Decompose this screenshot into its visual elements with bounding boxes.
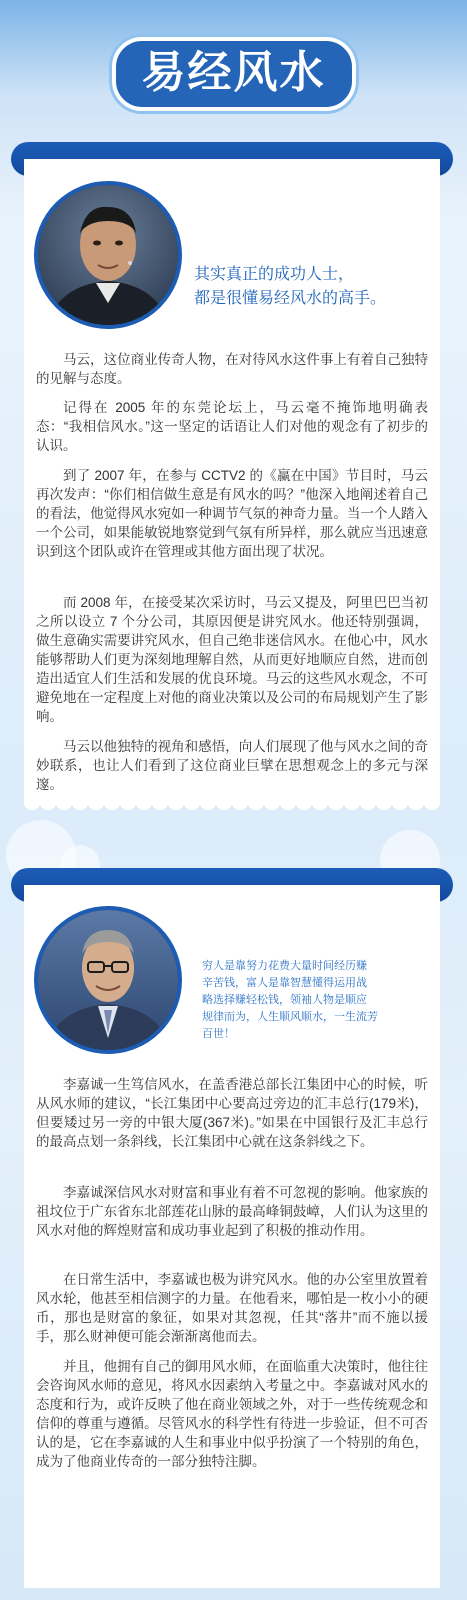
title-banner (0, 42, 467, 106)
section-1-paragraph: 到了 2007 年，在参与 CCTV2 的《赢在中国》节目时，马云再次发声：“你们相信做生意是有风水的吗？”他深入地阐述着自己的看法，他觉得风水宛如一种调节气氛的神奇力量。当一个人踏入一个公司，如果能敏锐地察觉到气氛有所异样，那么就应当迅速意识到这个团队或许在管理或其他方面出现了状况。 (36, 468, 428, 559)
section-1-paragraph: 记得在 2005 年的东莞论坛上，马云毫不掩饰地明确表态：“我相信风水。”这一坚定的话语让人们对他的观念有了初步的认识。 (36, 400, 428, 453)
page-title: 易经风水 (112, 37, 356, 111)
section-2-quote-line: 辛苦钱，富人是靠智慧懂得运用战 (202, 977, 367, 989)
section-1-paragraph: 马云，这位商业传奇人物，在对待风水这件事上有着自己独特的见解与态度。 (36, 352, 428, 386)
section-2-paragraph: 李嘉诚一生笃信风水，在盖香港总部长江集团中心的时候，听从风水师的建议，“长江集团中心要高过旁边的汇丰总行(179米)，但要矮过另一旁的中银大厦(367米)。”如果在中国银行及汇丰总行的最高点划一条斜线，长江集团中心就在这条斜线之下。 (36, 1077, 428, 1149)
li-ka-shing-portrait (34, 906, 182, 1054)
jack-ma-portrait (34, 181, 182, 329)
section-1-paragraph: 而 2008 年，在接受某次采访时，马云又提及，阿里巴巴当初之所以设立 7 个分公司，其原因便是讲究风水。他还特别强调，做生意确实需要讲究风水，但自己绝非迷信风水。在他心中，风水能够帮助人们更为深刻地理解自然，从而更好地顺应自然，进而创造出适宜人们生活和发展的优良环境。马云的这些风水观念，不可避免地在一定程度上对他的商业决策以及公司的布局规划产生了影响。 (36, 595, 428, 724)
section-2-paragraph: 李嘉诚深信风水对财富和事业有着不可忽视的影响。他家族的祖坟位于广东省东北部莲花山脉的最高峰铜鼓嶂，人们认为这里的风水对他的辉煌财富和成功事业起到了积极的推动作用。 (36, 1185, 428, 1238)
section-1-quote-line-2: 都是很懂易经风水的高手。 (194, 290, 387, 307)
section-2-quote-line: 穷人是靠努力花费大量时间经历赚 (202, 960, 367, 972)
section-2-paragraph: 并且，他拥有自己的御用风水师，在面临重大决策时，他往往会咨询风水师的意见，将风水因素纳入考量之中。李嘉诚对风水的态度和行为，或许反映了他在商业领域之外，对于一些传统观念和信仰的尊重与遵循。尽管风水的科学性有待进一步验证，但不可否认的是，它在李嘉诚的人生和事业中似乎扮演了一个特别的角色，成为了他商业传奇的一部分独特注脚。 (36, 1359, 428, 1469)
section-2-quote-line: 略选择赚轻松钱，领袖人物是顺应 (202, 994, 367, 1006)
section-2-quote-line: 百世！ (202, 1028, 235, 1040)
section-1-quote-line-1: 其实真正的成功人士， (194, 266, 355, 283)
section-1-card-edge (24, 802, 440, 816)
section-1-paragraph: 马云以他独特的视角和感悟，向人们展现了他与风水之间的奇妙联系，也让人们看到了这位商业巨擘在思想观念上的多元与深邃。 (36, 739, 428, 792)
section-2-paragraph: 在日常生活中，李嘉诚也极为讲究风水。他的办公室里放置着风水轮，他甚至相信测字的力量。在他看来，哪怕是一枚小小的硬币，那也是财富的象征，如果对其忽视，任其“落井”而不施以援手，那么财神便可能会渐渐离他而去。 (36, 1272, 428, 1344)
section-2-quote-line: 规律而为，人生顺风顺水，一生流芳 (202, 1011, 378, 1023)
